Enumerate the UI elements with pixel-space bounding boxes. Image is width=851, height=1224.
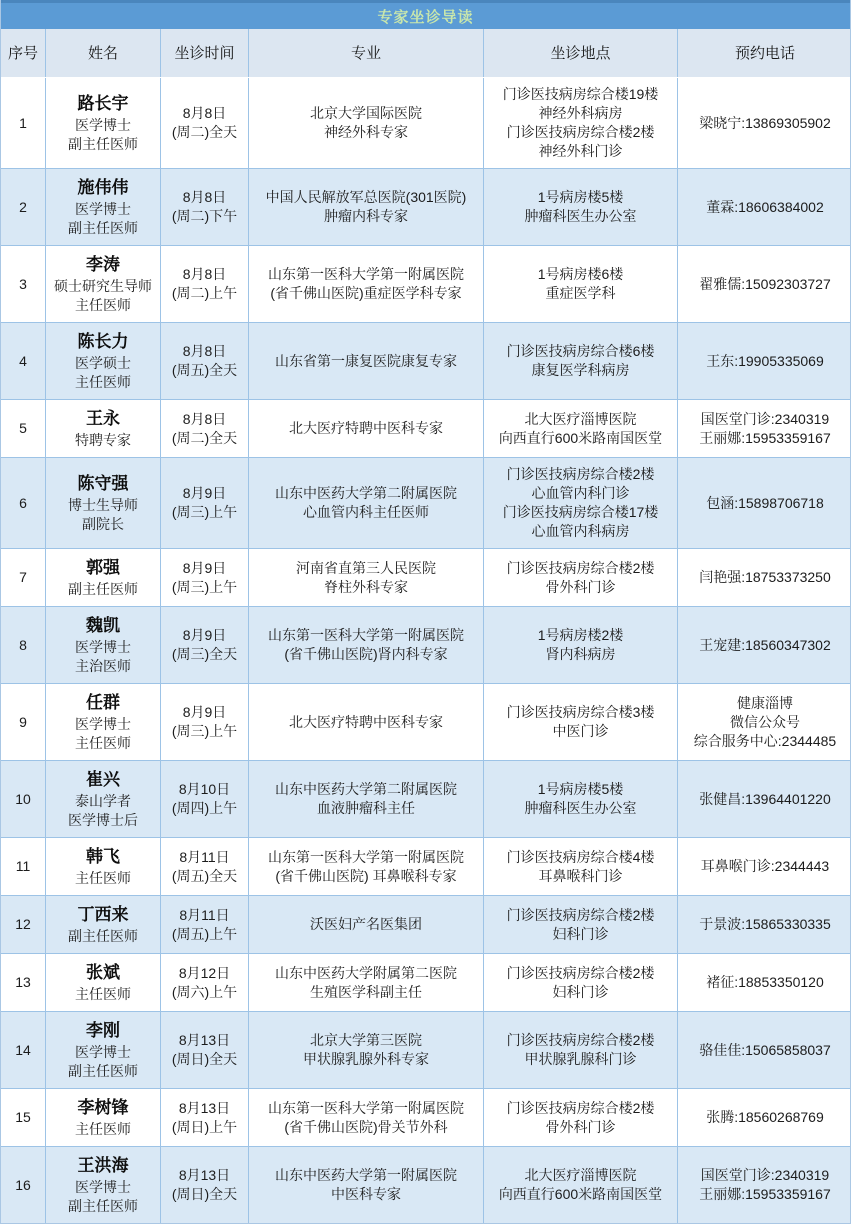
location-line: 甲状腺乳腺科门诊 bbox=[524, 1051, 637, 1067]
phone-cell bbox=[678, 896, 851, 953]
doctor-credential: 医学博士 bbox=[75, 1179, 131, 1195]
specialty-line: 山东中医药大学附属第二医院 bbox=[275, 964, 457, 981]
table-row bbox=[1, 684, 850, 761]
doctor-credential: 医学博士 bbox=[75, 716, 131, 732]
schedule-time-line: (周日)全天 bbox=[171, 1186, 238, 1202]
schedule-time-line: (周二)全天 bbox=[171, 429, 238, 446]
phone-cell bbox=[678, 400, 851, 457]
schedule-time-line: 8月12日 bbox=[178, 964, 231, 981]
phone-line: 于景波:15865330335 bbox=[699, 916, 831, 932]
location-line: 门诊医技病房综合楼19楼 bbox=[502, 86, 659, 102]
phone-cell bbox=[678, 1012, 851, 1088]
row-number: 4 bbox=[19, 352, 27, 369]
specialty-cell bbox=[249, 761, 484, 837]
specialty-line: (省千佛山医院) 耳鼻喉科专家 bbox=[275, 867, 457, 884]
doctor-credential: 主任医师 bbox=[75, 297, 131, 313]
table-header-row bbox=[1, 29, 850, 78]
schedule-time-line: 8月13日 bbox=[178, 1167, 231, 1183]
schedule-time-cell bbox=[161, 400, 249, 457]
specialty-line: 脊柱外科专家 bbox=[324, 578, 408, 595]
phone-cell bbox=[678, 169, 851, 245]
table-title-bar bbox=[1, 0, 850, 29]
location-line: 1号病房楼5楼 bbox=[537, 189, 624, 205]
schedule-time-line: 8月11日 bbox=[179, 906, 230, 923]
doctor-credential: 主任医师 bbox=[75, 374, 131, 390]
doctor-credential: 泰山学者 bbox=[75, 793, 131, 809]
location-cell bbox=[484, 169, 678, 245]
specialty-line: 肿瘤内科专家 bbox=[324, 208, 408, 224]
schedule-time-line: (周五)全天 bbox=[171, 867, 238, 884]
phone-cell bbox=[678, 838, 851, 895]
specialty-line: (省千佛山医院)重症医学科专家 bbox=[270, 285, 462, 301]
schedule-time-cell bbox=[161, 1147, 249, 1223]
schedule-time-line: 8月10日 bbox=[178, 781, 231, 797]
location-line: 向西直行600米路南国医堂 bbox=[498, 1186, 663, 1202]
phone-line: 张健昌:13964401220 bbox=[699, 790, 831, 807]
schedule-time-line: 8月8日 bbox=[182, 105, 227, 121]
doctor-credential: 主任医师 bbox=[75, 1121, 131, 1137]
page-title: 专家坐诊导读 bbox=[377, 8, 474, 26]
specialty-cell bbox=[249, 684, 484, 760]
doctor-credential: 副院长 bbox=[82, 516, 124, 532]
schedule-time-cell bbox=[161, 169, 249, 245]
row-number: 6 bbox=[19, 494, 27, 511]
table-row bbox=[1, 323, 850, 400]
location-line: 门诊医技病房综合楼2楼 bbox=[506, 466, 655, 482]
doctor-name-cell bbox=[46, 549, 161, 606]
schedule-time-cell bbox=[161, 761, 249, 837]
schedule-time-line: (周日)上午 bbox=[171, 1118, 238, 1135]
doctor-credential: 医学博士 bbox=[75, 201, 131, 217]
doctor-credential: 副主任医师 bbox=[68, 220, 138, 236]
specialty-cell bbox=[249, 607, 484, 683]
column-header-time: 坐诊时间 bbox=[161, 29, 249, 77]
specialty-line: (省千佛山医院)骨关节外科 bbox=[284, 1118, 448, 1135]
location-cell bbox=[484, 323, 678, 399]
doctor-name: 张斌 bbox=[86, 963, 120, 982]
phone-line: 骆佳佳:15065858037 bbox=[699, 1041, 831, 1058]
specialty-cell bbox=[249, 400, 484, 457]
specialty-line: 山东中医药大学第二附属医院 bbox=[275, 485, 457, 501]
location-line: 骨外科门诊 bbox=[545, 578, 616, 595]
specialty-line: 生殖医学科副主任 bbox=[310, 983, 422, 1000]
phone-cell bbox=[678, 1147, 851, 1223]
schedule-time-line: 8月9日 bbox=[182, 485, 227, 501]
doctor-name-cell bbox=[46, 458, 161, 548]
schedule-time-line: (周二)下午 bbox=[171, 208, 238, 224]
location-line: 神经外科门诊 bbox=[538, 143, 623, 159]
specialty-line: 血液肿瘤科主任 bbox=[317, 800, 415, 816]
doctor-name: 施伟伟 bbox=[77, 178, 129, 197]
location-line: 妇科门诊 bbox=[552, 983, 609, 1000]
doctor-credential: 主任医师 bbox=[75, 986, 131, 1002]
table-row bbox=[1, 1089, 850, 1147]
specialty-line: 心血管内科主任医师 bbox=[303, 504, 429, 520]
location-line: 门诊医技病房综合楼2楼 bbox=[506, 906, 655, 923]
phone-cell bbox=[678, 549, 851, 606]
schedule-time-cell bbox=[161, 458, 249, 548]
table-row bbox=[1, 458, 850, 549]
doctor-name-cell bbox=[46, 78, 161, 168]
row-number-cell bbox=[1, 458, 46, 548]
schedule-time-line: (周日)全天 bbox=[171, 1051, 238, 1067]
specialty-cell bbox=[249, 78, 484, 168]
doctor-name-cell bbox=[46, 1089, 161, 1146]
specialty-line: 山东第一医科大学第一附属医院 bbox=[268, 848, 464, 865]
location-line: 心血管内科门诊 bbox=[531, 485, 630, 501]
doctor-credential: 副主任医师 bbox=[68, 1198, 138, 1214]
phone-line: 健康淄博 bbox=[737, 694, 793, 711]
location-line: 1号病房楼6楼 bbox=[537, 266, 624, 282]
location-line: 康复医学科病房 bbox=[531, 362, 630, 378]
doctor-name: 魏凯 bbox=[86, 616, 120, 635]
table-row bbox=[1, 954, 850, 1012]
phone-cell bbox=[678, 323, 851, 399]
phone-line: 国医堂门诊:2340319 bbox=[700, 410, 830, 427]
row-number: 11 bbox=[15, 858, 31, 874]
table-row bbox=[1, 607, 850, 684]
location-line: 神经外科病房 bbox=[538, 105, 623, 121]
row-number-cell bbox=[1, 607, 46, 683]
location-cell bbox=[484, 1147, 678, 1223]
row-number: 1 bbox=[19, 114, 27, 131]
location-line: 门诊医技病房综合楼3楼 bbox=[506, 704, 655, 720]
schedule-time-cell bbox=[161, 323, 249, 399]
row-number: 14 bbox=[15, 1041, 31, 1058]
location-line: 骨外科门诊 bbox=[545, 1118, 616, 1135]
doctor-name: 王永 bbox=[86, 409, 120, 428]
doctor-name: 任群 bbox=[86, 693, 120, 712]
location-cell bbox=[484, 838, 678, 895]
specialty-line: 北大医疗特聘中医科专家 bbox=[289, 713, 443, 730]
schedule-time-cell bbox=[161, 549, 249, 606]
phone-line: 梁晓宁:13869305902 bbox=[699, 114, 831, 131]
specialty-line: 山东第一医科大学第一附属医院 bbox=[268, 1099, 464, 1116]
row-number: 5 bbox=[19, 420, 27, 436]
specialty-cell bbox=[249, 896, 484, 953]
specialty-line: (省千佛山医院)肾内科专家 bbox=[284, 646, 448, 662]
row-number-cell bbox=[1, 169, 46, 245]
specialty-line: 甲状腺乳腺外科专家 bbox=[303, 1051, 429, 1067]
row-number-cell bbox=[1, 954, 46, 1011]
specialty-line: 中国人民解放军总医院(301医院) bbox=[265, 189, 467, 205]
doctor-name-cell bbox=[46, 400, 161, 457]
specialty-line: 山东中医药大学第一附属医院 bbox=[275, 1167, 457, 1183]
location-cell bbox=[484, 458, 678, 548]
location-cell bbox=[484, 896, 678, 953]
specialty-line: 沃医妇产名医集团 bbox=[310, 916, 422, 932]
row-number: 7 bbox=[19, 569, 27, 585]
column-header-phone: 预约电话 bbox=[734, 44, 795, 62]
phone-line: 王宠建:18560347302 bbox=[699, 636, 831, 653]
table-row bbox=[1, 838, 850, 896]
row-number: 2 bbox=[19, 198, 27, 215]
schedule-time-line: (周三)上午 bbox=[171, 504, 238, 520]
location-line: 1号病房楼2楼 bbox=[537, 627, 624, 643]
phone-line: 微信公众号 bbox=[730, 713, 800, 730]
location-line: 肿瘤科医生办公室 bbox=[524, 208, 637, 224]
row-number: 13 bbox=[15, 974, 31, 990]
phone-line: 翟雅儒:15092303727 bbox=[699, 275, 831, 292]
location-cell bbox=[484, 954, 678, 1011]
phone-line: 闫艳强:18753373250 bbox=[699, 569, 831, 585]
location-line: 门诊医技病房综合楼2楼 bbox=[506, 559, 655, 576]
specialty-cell bbox=[249, 458, 484, 548]
phone-line: 董霖:18606384002 bbox=[706, 198, 824, 215]
doctor-name-cell bbox=[46, 169, 161, 245]
doctor-name: 李涛 bbox=[86, 255, 120, 274]
phone-cell bbox=[678, 761, 851, 837]
doctor-credential: 医学博士 bbox=[75, 117, 131, 133]
doctor-name-cell bbox=[46, 761, 161, 837]
doctor-name-cell bbox=[46, 1147, 161, 1223]
schedule-time-cell bbox=[161, 246, 249, 322]
table-row bbox=[1, 549, 850, 607]
schedule-time-cell bbox=[161, 1012, 249, 1088]
row-number-cell bbox=[1, 1147, 46, 1223]
column-header-no: 序号 bbox=[1, 29, 46, 77]
specialty-cell bbox=[249, 954, 484, 1011]
specialty-line: 中医科专家 bbox=[331, 1186, 401, 1202]
doctor-name: 李刚 bbox=[86, 1021, 120, 1040]
schedule-time-line: 8月13日 bbox=[178, 1099, 231, 1116]
row-number-cell bbox=[1, 78, 46, 168]
doctor-name-cell bbox=[46, 246, 161, 322]
doctor-credential: 博士生导师 bbox=[68, 497, 138, 513]
phone-cell bbox=[678, 607, 851, 683]
row-number: 3 bbox=[19, 275, 27, 292]
row-number: 9 bbox=[19, 713, 27, 730]
location-cell bbox=[484, 549, 678, 606]
specialty-line: 北京大学第三医院 bbox=[310, 1032, 422, 1048]
schedule-time-cell bbox=[161, 78, 249, 168]
schedule-time-line: 8月9日 bbox=[182, 704, 227, 720]
column-header-name: 姓名 bbox=[46, 29, 161, 77]
doctor-credential: 特聘专家 bbox=[75, 432, 131, 448]
schedule-time-cell bbox=[161, 954, 249, 1011]
phone-cell bbox=[678, 684, 851, 760]
table-row bbox=[1, 246, 850, 323]
row-number-cell bbox=[1, 549, 46, 606]
specialty-cell bbox=[249, 1089, 484, 1146]
doctor-credential: 副主任医师 bbox=[68, 581, 138, 597]
row-number-cell bbox=[1, 761, 46, 837]
row-number-cell bbox=[1, 323, 46, 399]
doctor-credential: 硕士研究生导师 bbox=[54, 278, 152, 294]
phone-line: 包涵:15898706718 bbox=[706, 494, 824, 511]
doctor-name: 丁西来 bbox=[77, 905, 129, 924]
table-row bbox=[1, 78, 850, 169]
row-number-cell bbox=[1, 246, 46, 322]
doctor-name: 郭强 bbox=[86, 558, 120, 577]
schedule-time-cell bbox=[161, 1089, 249, 1146]
location-line: 向西直行600米路南国医堂 bbox=[498, 429, 663, 446]
specialty-cell bbox=[249, 323, 484, 399]
doctor-name-cell bbox=[46, 684, 161, 760]
doctor-name-cell bbox=[46, 896, 161, 953]
table-row bbox=[1, 761, 850, 838]
doctor-name-cell bbox=[46, 607, 161, 683]
doctor-name-cell bbox=[46, 954, 161, 1011]
table-row bbox=[1, 400, 850, 458]
schedule-time-line: 8月8日 bbox=[182, 189, 227, 205]
schedule-time-line: 8月8日 bbox=[182, 410, 227, 427]
doctor-credential: 副主任医师 bbox=[68, 928, 138, 944]
phone-cell bbox=[678, 954, 851, 1011]
location-cell bbox=[484, 761, 678, 837]
location-line: 门诊医技病房综合楼17楼 bbox=[502, 504, 659, 520]
column-header-specialty: 专业 bbox=[249, 29, 484, 77]
schedule-time-cell bbox=[161, 607, 249, 683]
phone-line: 王丽娜:15953359167 bbox=[699, 1186, 831, 1202]
row-number: 10 bbox=[15, 790, 31, 807]
location-cell bbox=[484, 400, 678, 457]
phone-cell bbox=[678, 78, 851, 168]
doctor-credential: 副主任医师 bbox=[68, 1063, 138, 1079]
location-line: 门诊医技病房综合楼2楼 bbox=[506, 1099, 655, 1116]
location-line: 门诊医技病房综合楼2楼 bbox=[506, 1032, 655, 1048]
schedule-time-line: (周三)上午 bbox=[171, 723, 238, 739]
row-number: 15 bbox=[15, 1109, 31, 1125]
schedule-time-line: (周五)全天 bbox=[171, 362, 238, 378]
schedule-time-line: 8月8日 bbox=[182, 266, 227, 282]
doctor-name: 陈长力 bbox=[77, 332, 129, 351]
schedule-time-line: 8月13日 bbox=[178, 1032, 231, 1048]
table-row bbox=[1, 896, 850, 954]
phone-cell bbox=[678, 1089, 851, 1146]
phone-line: 张腾:18560268769 bbox=[706, 1109, 824, 1125]
doctor-name-cell bbox=[46, 1012, 161, 1088]
phone-line: 王丽娜:15953359167 bbox=[699, 429, 831, 446]
schedule-time-line: (周三)上午 bbox=[171, 578, 238, 595]
doctor-name-cell bbox=[46, 323, 161, 399]
row-number: 16 bbox=[15, 1176, 31, 1193]
doctor-name: 陈守强 bbox=[77, 474, 129, 493]
schedule-time-line: (周二)上午 bbox=[171, 285, 238, 301]
location-line: 妇科门诊 bbox=[552, 925, 609, 942]
location-cell bbox=[484, 684, 678, 760]
doctor-name: 路长宇 bbox=[77, 94, 129, 113]
location-line: 肾内科病房 bbox=[545, 646, 616, 662]
row-number-cell bbox=[1, 896, 46, 953]
specialty-line: 山东中医药大学第二附属医院 bbox=[275, 781, 457, 797]
row-number-cell bbox=[1, 400, 46, 457]
location-line: 门诊医技病房综合楼2楼 bbox=[506, 124, 655, 140]
location-line: 耳鼻喉科门诊 bbox=[538, 867, 623, 884]
location-cell bbox=[484, 246, 678, 322]
doctor-credential: 医学博士 bbox=[75, 639, 131, 655]
location-line: 门诊医技病房综合楼6楼 bbox=[506, 343, 655, 359]
schedule-time-line: 8月9日 bbox=[182, 559, 227, 576]
row-number: 8 bbox=[19, 636, 27, 653]
doctor-credential: 医学博士 bbox=[75, 1044, 131, 1060]
phone-line: 耳鼻喉门诊:2344443 bbox=[700, 858, 830, 874]
doctor-credential: 副主任医师 bbox=[68, 136, 138, 152]
schedule-time-line: (周六)上午 bbox=[171, 983, 238, 1000]
doctor-credential: 主任医师 bbox=[75, 735, 131, 751]
location-line: 门诊医技病房综合楼2楼 bbox=[506, 964, 655, 981]
specialty-cell bbox=[249, 549, 484, 606]
phone-line: 褚征:18853350120 bbox=[706, 974, 824, 990]
location-line: 心血管内科病房 bbox=[531, 523, 630, 539]
location-line: 门诊医技病房综合楼4楼 bbox=[506, 848, 655, 865]
doctor-name: 崔兴 bbox=[86, 770, 120, 789]
phone-line: 综合服务中心:2344485 bbox=[693, 732, 837, 749]
location-line: 北大医疗淄博医院 bbox=[524, 1167, 637, 1183]
schedule-time-line: 8月11日 bbox=[179, 848, 230, 865]
doctor-credential: 主任医师 bbox=[75, 870, 131, 886]
table-body bbox=[1, 78, 850, 1223]
phone-line: 国医堂门诊:2340319 bbox=[700, 1167, 830, 1183]
location-line: 重症医学科 bbox=[545, 285, 616, 301]
doctor-name: 王洪海 bbox=[77, 1156, 129, 1175]
schedule-time-line: (周二)全天 bbox=[171, 124, 238, 140]
doctor-credential: 医学博士后 bbox=[68, 812, 138, 828]
row-number: 12 bbox=[15, 916, 31, 932]
location-line: 中医门诊 bbox=[552, 723, 609, 739]
row-number-cell bbox=[1, 838, 46, 895]
location-line: 肿瘤科医生办公室 bbox=[524, 800, 637, 816]
specialty-line: 北大医疗特聘中医科专家 bbox=[289, 420, 443, 436]
row-number-cell bbox=[1, 1089, 46, 1146]
doctor-credential: 主治医师 bbox=[75, 658, 131, 674]
doctor-name-cell bbox=[46, 838, 161, 895]
location-line: 北大医疗淄博医院 bbox=[524, 410, 637, 427]
phone-cell bbox=[678, 246, 851, 322]
location-cell bbox=[484, 1089, 678, 1146]
doctor-credential: 医学硕士 bbox=[75, 355, 131, 371]
specialty-cell bbox=[249, 246, 484, 322]
row-number-cell bbox=[1, 684, 46, 760]
column-header-location: 坐诊地点 bbox=[484, 29, 678, 77]
specialty-line: 神经外科专家 bbox=[324, 124, 408, 140]
location-cell bbox=[484, 1012, 678, 1088]
schedule-time-line: (周四)上午 bbox=[171, 800, 238, 816]
phone-line: 王东:19905335069 bbox=[706, 352, 824, 369]
specialty-line: 山东省第一康复医院康复专家 bbox=[275, 352, 457, 369]
specialty-cell bbox=[249, 838, 484, 895]
specialty-cell bbox=[249, 169, 484, 245]
location-cell bbox=[484, 78, 678, 168]
schedule-time-line: (周五)上午 bbox=[171, 925, 238, 942]
table-row bbox=[1, 1012, 850, 1089]
table-row bbox=[1, 1147, 850, 1223]
schedule-time-cell bbox=[161, 684, 249, 760]
specialty-cell bbox=[249, 1012, 484, 1088]
specialty-line: 河南省直第三人民医院 bbox=[296, 559, 436, 576]
location-cell bbox=[484, 607, 678, 683]
specialty-line: 山东第一医科大学第一附属医院 bbox=[268, 627, 464, 643]
doctor-name: 韩飞 bbox=[86, 847, 120, 866]
doctor-name: 李树锋 bbox=[77, 1098, 129, 1117]
schedule-time-cell bbox=[161, 896, 249, 953]
phone-cell bbox=[678, 458, 851, 548]
specialty-cell bbox=[249, 1147, 484, 1223]
schedule-time-line: 8月9日 bbox=[182, 627, 227, 643]
schedule-time-line: 8月8日 bbox=[182, 343, 227, 359]
schedule-time-line: (周三)全天 bbox=[171, 646, 238, 662]
location-line: 1号病房楼5楼 bbox=[537, 781, 624, 797]
row-number-cell bbox=[1, 1012, 46, 1088]
specialty-line: 山东第一医科大学第一附属医院 bbox=[268, 266, 464, 282]
table-row bbox=[1, 169, 850, 246]
schedule-time-cell bbox=[161, 838, 249, 895]
specialty-line: 北京大学国际医院 bbox=[310, 105, 422, 121]
